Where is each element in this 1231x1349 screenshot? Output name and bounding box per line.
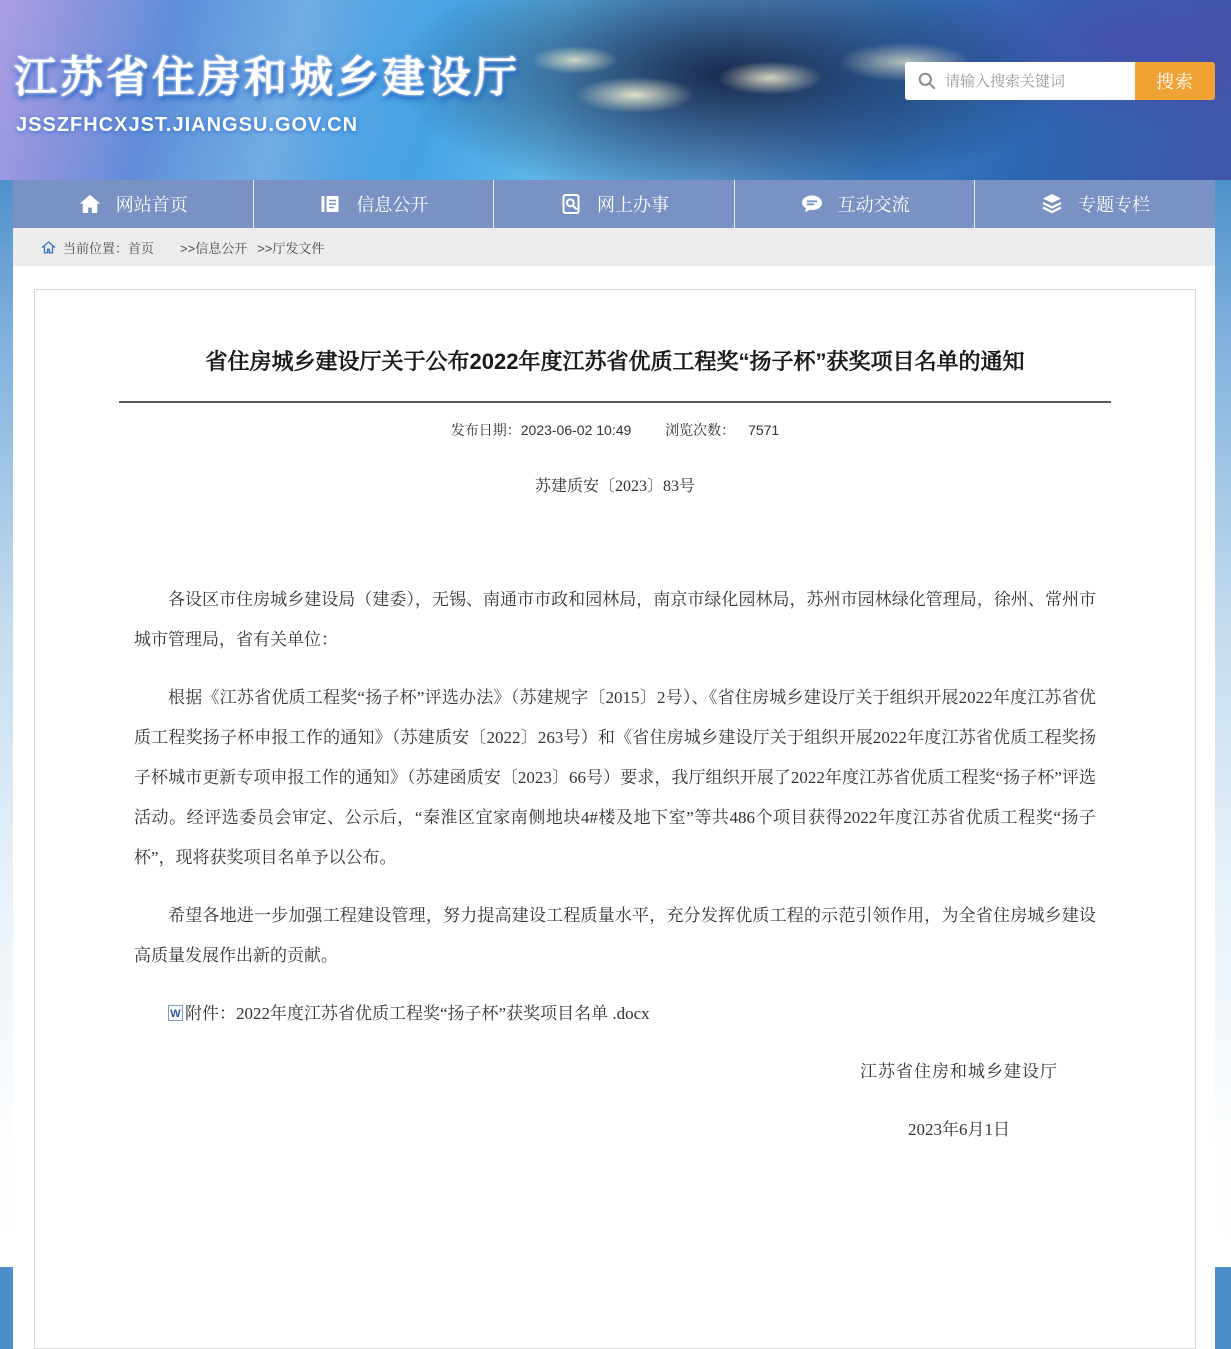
article-title: 省住房城乡建设厅关于公布2022年度江苏省优质工程奖“扬子杯”获奖项目名单的通知 [205,349,1025,374]
attachment-line [134,994,1096,1034]
main-container [13,228,1215,1349]
site-title: 江苏省住房和城乡建设厅 [14,54,520,102]
nav-label: 信息公开 [356,195,429,215]
nav-label: 专题专栏 [1078,195,1151,215]
main-nav [13,180,1215,228]
document-icon [318,192,342,216]
search-icon [917,71,937,91]
breadcrumb [13,228,1215,266]
nav-label: 网站首页 [115,195,188,215]
breadcrumb-location-label: 当前位置：首页 [63,240,155,256]
content-area [13,266,1215,1349]
nav-item-home[interactable] [13,180,253,228]
nav-item-online-services[interactable] [493,180,734,228]
article-body [134,580,1096,1150]
search-button[interactable]: 搜索 [1135,62,1215,100]
attachment-label: 附件： [185,1004,236,1023]
nav-item-interaction[interactable] [734,180,975,228]
site-url: JSSZFHCXJST.JIANGSU.GOV.CN [16,114,359,136]
site-header-banner [0,0,1231,180]
paragraph: 各设区市住房城乡建设局（建委），无锡、南通市市政和园林局，南京市绿化园林局，苏州市园林绿化管理局，徐州、常州市城市管理局，省有关单位： [134,590,1096,649]
paragraph: 希望各地进一步加强工程建设管理，努力提高建设工程质量水平，充分发挥优质工程的示范引领作用，为全省住房城乡建设高质量发展作出新的贡献。 [134,906,1096,965]
views-count: 7571 [748,422,780,438]
svg-text:W: W [170,1008,181,1020]
nav-item-info-disclosure[interactable] [253,180,494,228]
breadcrumb-link-info-disclosure[interactable]: >>信息公开 [180,240,248,256]
home-icon [78,192,102,216]
nav-item-special-topics[interactable] [974,180,1215,228]
views-label: 浏览次数： [665,422,736,438]
site-identity [14,44,520,137]
title-divider [119,401,1111,403]
attachment-filename: 2022年度江苏省优质工程奖“扬子杯”获奖项目名单 .docx [236,1004,650,1023]
article-meta [134,420,1096,440]
word-file-icon [168,996,183,1020]
signature-date: 2023年6月1日 [908,1120,1010,1139]
paragraph: 根据《江苏省优质工程奖“扬子杯”评选办法》（苏建规字〔2015〕2号）、《省住房城乡建设厅关于组织开展2022年度江苏省优质工程奖扬子杯申报工作的通知》（苏建质安〔2022〕263号）和《省住房城乡建设厅关于组织开展2022年度江苏省优质工程奖扬子杯城市更新专项申报工作的通知》（苏建函质安〔2023〕66号）要求，我厅组织开展了2022年度江苏省优质工程奖“扬子杯”评选活动。经评选委员会审定、公示后，“秦淮区宜家南侧地块4#楼及地下室”等共486个项目获得2022年度江苏省优质工程奖“扬子杯”，现将获奖项目名单予以公布。 [134,688,1096,867]
nav-label: 互动交流 [837,195,910,215]
layers-icon [1040,192,1064,216]
search-bar [905,62,1215,100]
article-box [34,289,1196,1349]
signature-org: 江苏省住房和城乡建设厅 [860,1062,1058,1081]
search-document-icon [559,192,583,216]
nav-label: 网上办事 [596,195,669,215]
breadcrumb-home-icon [41,240,56,255]
attachment-link[interactable] [185,1004,650,1023]
publish-date: 发布日期：2023-06-02 10:49 [450,422,632,438]
breadcrumb-link-dept-documents[interactable]: >>厅发文件 [257,240,325,256]
document-number: 苏建质安〔2023〕83号 [534,478,695,495]
signature-block [134,1052,1096,1150]
chat-icon [800,192,824,216]
search-input[interactable] [905,62,1135,100]
